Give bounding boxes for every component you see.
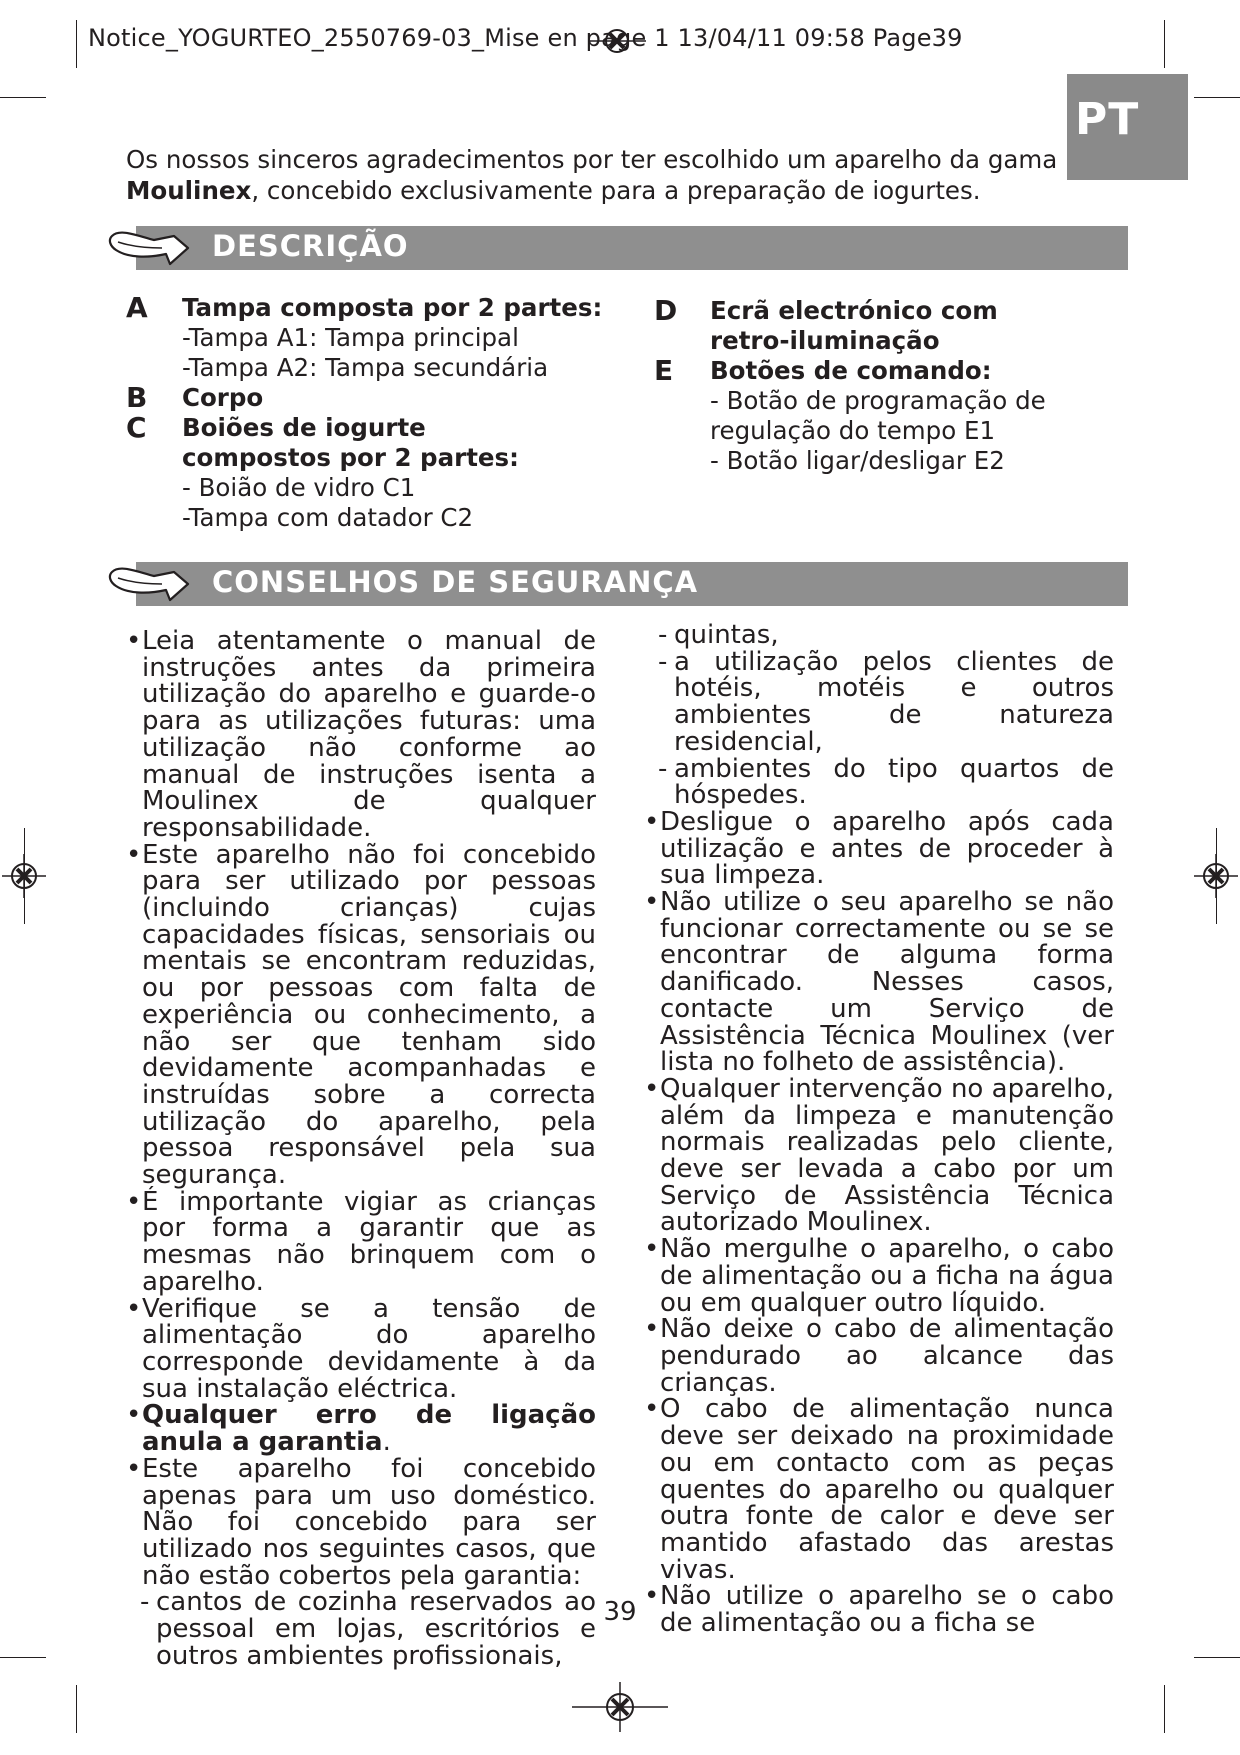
registration-mark-icon <box>2 854 46 898</box>
item-sub: - Botão ligar/desligar E2 <box>710 446 1005 475</box>
registration-mark-icon <box>572 1682 668 1732</box>
pointing-arrow-icon <box>108 224 192 270</box>
item-sub: - Boião de vidro C1 <box>182 473 416 502</box>
safety-bullet: • Desligue o aparelho após cada utilização e antes de proceder à sua limpeza. <box>644 809 1114 889</box>
safety-bullet: • É importante vigiar as crianças por forma a garantir que as mesmas não brinquem com o aparelho. <box>126 1189 596 1296</box>
safety-bullet: • Este aparelho não foi concebido para ser utilizado por pessoas (incluindo crianças) cujas capacidades físicas, sensoriais ou mentais se encontram reduzidas, ou por pessoas com falta de experiência ou conhecimento, a não ser que tenham sido devidamente acompanhadas e instruídas sobre a correcta utilização do aparelho, pela pessoa responsável pela sua segurança. <box>126 842 596 1189</box>
brand-name: Moulinex <box>126 176 252 205</box>
description-list-left <box>126 293 626 533</box>
description-item-d <box>654 296 1094 356</box>
crop-mark <box>1164 20 1165 68</box>
section-header-descricao <box>136 226 1128 270</box>
item-title: Tampa composta por 2 partes: <box>182 293 603 322</box>
item-title: Botões de comando: <box>710 356 992 385</box>
description-list-right <box>654 296 1094 476</box>
safety-bullet: • Leia atentamente o manual de instruções antes da primeira utilização do aparelho e guarde-o para as utilizações futuras: uma utilização não conforme ao manual de instruções isenta a Moulinex de qualquer responsabilidade. <box>126 628 596 842</box>
section-title: DESCRIÇÃO <box>212 229 409 263</box>
crop-mark <box>1194 97 1240 98</box>
safety-bullet: • Este aparelho foi concebido apenas para um uso doméstico. Não foi concebido para ser utilizado nos seguintes casos, que não estão cobertos pela garantia: <box>126 1456 596 1590</box>
registration-mark-icon <box>1194 854 1238 898</box>
crop-mark <box>0 97 46 98</box>
print-slug: Notice_YOGURTEO_2550769-03_Mise en page 1 13/04/11 09:58 Page39 <box>88 24 963 52</box>
safety-dash-item: - quintas, <box>658 620 779 650</box>
item-title: Ecrã electrónico com retro-iluminação <box>710 296 998 355</box>
section-title: CONSELHOS DE SEGURANÇA <box>212 565 699 599</box>
language-label: PT <box>1075 94 1140 145</box>
safety-bullet: • Não utilize o seu aparelho se não funcionar correctamente ou se se encontrar de alguma forma danificado. Nesses casos, contacte um Serviço de Assistência Técnica Moulinex (ver lista no folheto de assistência). <box>644 889 1114 1076</box>
intro-paragraph <box>126 144 1066 206</box>
pointing-arrow-icon <box>108 560 192 606</box>
safety-bullet-warranty <box>126 1400 596 1458</box>
crop-mark <box>1194 1657 1240 1658</box>
safety-bullet: • Não mergulhe o aparelho, o cabo de alimentação ou a ficha na água ou em qualquer outro líquido. <box>644 1236 1114 1316</box>
intro-text: Os nossos sinceros agradecimentos por ter escolhido um aparelho da gama <box>126 145 1058 174</box>
item-sub: -Tampa A1: Tampa principal <box>182 323 519 352</box>
crop-mark <box>0 1657 46 1658</box>
dash-text: ambientes do tipo quartos de hóspedes. <box>674 753 1114 811</box>
safety-bullet: • Qualquer intervenção no aparelho, além da limpeza e manutenção normais realizadas pelo cliente, deve ser levada a cabo por um Serviço de Assistência Técnica autorizado Moulinex. <box>644 1076 1114 1236</box>
dash-text: a utilização pelos clientes de hotéis, motéis e outros ambientes de natureza residencial, <box>674 646 1114 757</box>
item-title: Boiões de iogurte compostos por 2 partes: <box>182 413 519 472</box>
description-item-a <box>126 293 626 383</box>
crop-mark <box>1164 1685 1165 1733</box>
item-letter: A <box>126 291 148 324</box>
description-item-c <box>126 413 626 533</box>
bullet-end: . <box>382 1427 391 1458</box>
dash-text: cantos de cozinha reservados ao pessoal em lojas, escritórios e outros ambientes profissionais, <box>156 1587 596 1671</box>
description-item-b <box>126 383 626 413</box>
section-header-conselhos <box>136 562 1128 606</box>
dash-text: quintas, <box>674 620 779 650</box>
intro-text-end: , concebido exclusivamente para a preparação de iogurtes. <box>251 176 981 205</box>
safety-bullet: • Não deixe o cabo de alimentação pendurado ao alcance das crianças. <box>644 1316 1114 1396</box>
item-sub: -Tampa com datador C2 <box>182 503 474 532</box>
safety-bullet: • Verifique se a tensão de alimentação do aparelho corresponde devidamente à da sua instalação eléctrica. <box>126 1296 596 1403</box>
item-letter: E <box>654 354 674 387</box>
safety-bullet: • O cabo de alimentação nunca deve ser deixado na proximidade ou em contacto com as peças quentes do aparelho ou qualquer outra fonte de calor e deve ser mantido afastado das arestas vivas. <box>644 1396 1114 1583</box>
item-letter: C <box>126 411 147 444</box>
language-tab <box>1067 74 1188 180</box>
description-item-e <box>654 356 1094 476</box>
safety-column-right <box>644 622 1114 1637</box>
crop-mark <box>76 1685 77 1733</box>
safety-column-left <box>126 628 596 1669</box>
warranty-warning: Qualquer erro de ligação anula a garantia <box>142 1400 596 1458</box>
safety-dash-item: - a utilização pelos clientes de hotéis, motéis e outros ambientes de natureza residencial, <box>658 646 1114 757</box>
safety-dash-item: - ambientes do tipo quartos de hóspedes. <box>658 753 1114 811</box>
crop-mark <box>76 20 77 68</box>
safety-bullet: • Não utilize o aparelho se o cabo de alimentação ou a ficha se <box>644 1583 1114 1636</box>
safety-dash-item: - cantos de cozinha reservados ao pessoal em lojas, escritórios e outros ambientes profissionais, <box>140 1587 596 1671</box>
item-letter: D <box>654 294 678 327</box>
item-letter: B <box>126 381 148 414</box>
item-sub: -Tampa A2: Tampa secundária <box>182 353 549 382</box>
item-sub: - Botão de programação de regulação do tempo E1 <box>710 386 1046 445</box>
page-number: 39 <box>603 1597 637 1627</box>
item-title: Corpo <box>182 383 264 412</box>
